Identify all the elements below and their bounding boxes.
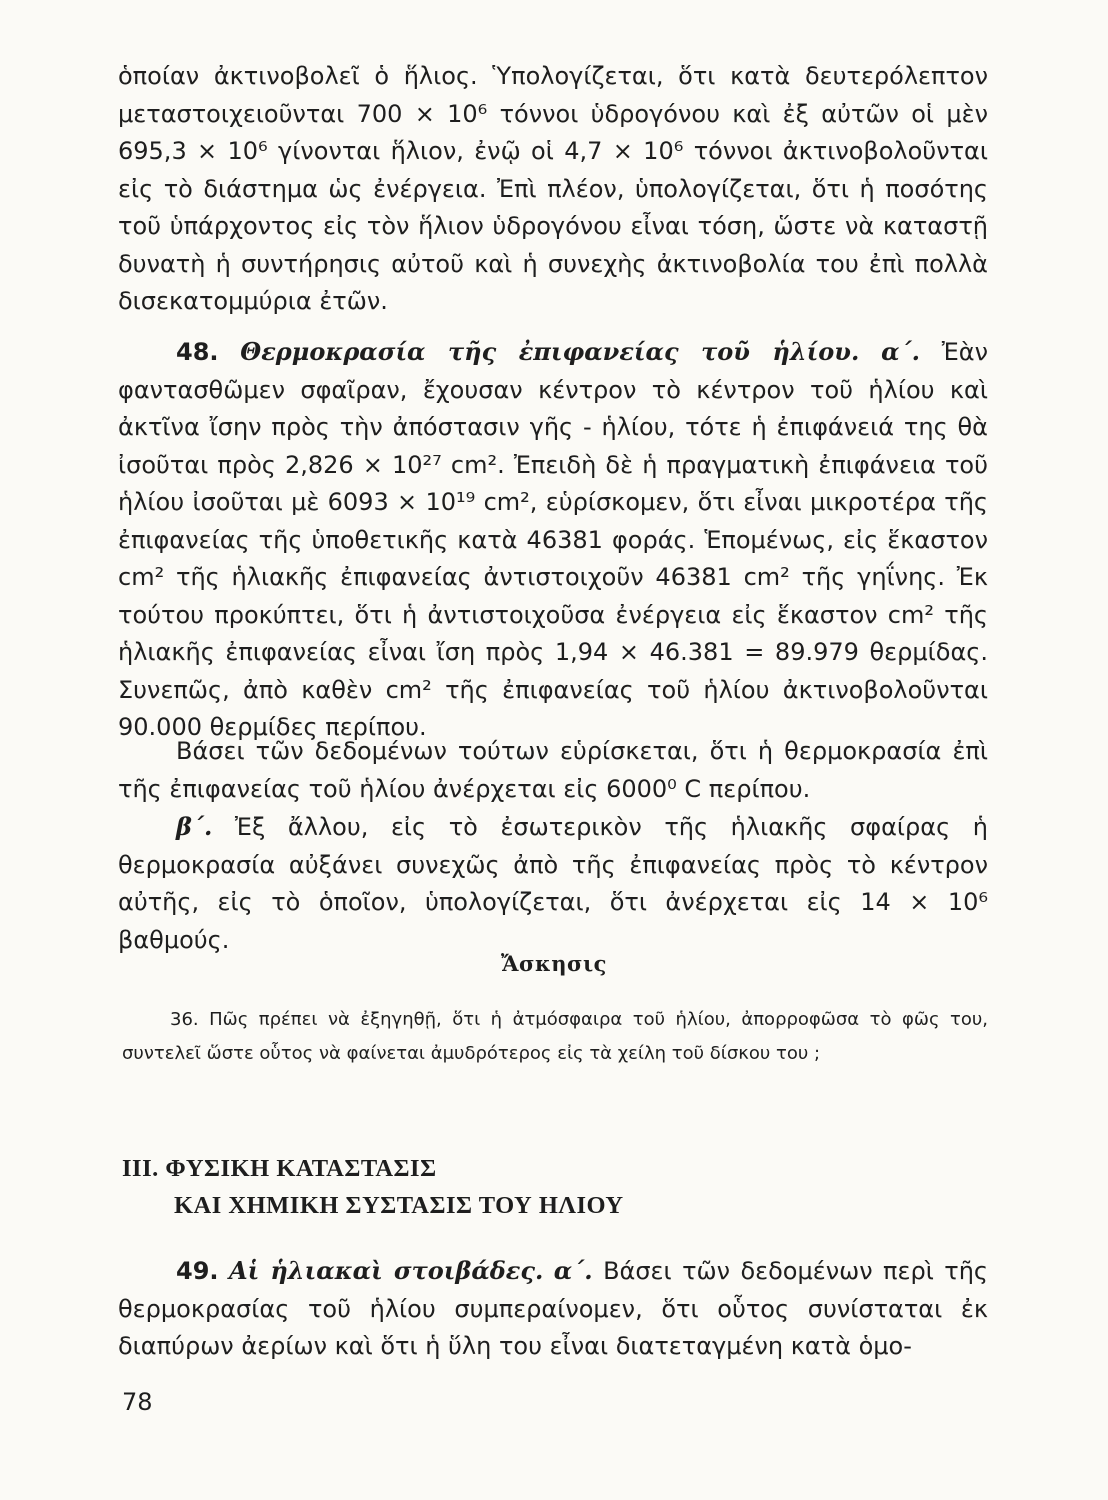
section-49-paragraph-a	[118, 1252, 988, 1366]
section-48-title: Θερμοκρασία τῆς ἐπιφανείας τοῦ ἡλίου.	[240, 337, 860, 366]
paragraph-intro: ὁποίαν ἀκτινοβολεῖ ὁ ἥλιος. Ὑπολογίζεται, ὅτι κατὰ δευτερόλεπτον μεταστοιχειοῦνται 700 × 10⁶ τόννοι ὑδρογόνου καὶ ἐξ αὐτῶν οἱ μὲν 695,3 × 10⁶ γίνονται ἥλιον, ἐνῷ οἱ 4,7 × 10⁶ τόννοι ἀκτινοβολοῦνται εἰς τὸ διάστημα ὡς ἐνέργεια. Ἐπὶ πλέον, ὑπολογίζεται, ὅτι ἡ ποσότης τοῦ ὑπάρχοντος εἰς τὸν ἥλιον ὑδρογόνου εἶναι τόση, ὥστε νὰ καταστῇ δυνατὴ ἡ συντήρησις αὐτοῦ καὶ ἡ συνεχὴς ἀκτινοβολία του ἐπὶ πολλὰ δισεκατομμύρια ἐτῶν.	[118, 62, 988, 315]
section-48-paragraph-b	[118, 808, 988, 959]
exercise-36-text: 36. Πῶς πρέπει νὰ ἐξηγηθῇ, ὅτι ἡ ἀτμόσφαιρα τοῦ ἡλίου, ἀπορροφῶσα τὸ φῶς του, συντελεῖ ὥστε οὗτος νὰ φαίνεται ἀμυδρότερος εἰς τὰ χείλη τοῦ δίσκου του ;	[122, 1009, 988, 1064]
section-48-sub-a: α΄.	[881, 337, 920, 366]
section-48-sub-b: β΄.	[176, 812, 213, 841]
chapter-heading	[122, 1150, 992, 1224]
section-48-number: 48.	[176, 338, 219, 366]
page-number: 78	[122, 1388, 153, 1416]
section-48-paragraph-a	[118, 333, 988, 747]
section-48-paragraph-a2: Βάσει τῶν δεδομένων τούτων εὑρίσκεται, ὅτι ἡ θερμοκρασία ἐπὶ τῆς ἐπιφανείας τοῦ ἡλίου ἀνέρχεται εἰς 6000⁰ C περίπου.	[118, 737, 988, 803]
section-49-title: Αἱ ἡλιακαὶ στοιβάδες.	[228, 1256, 544, 1285]
chapter-heading-line1: ΙΙΙ. ΦΥΣΙΚΗ ΚΑΤΑΣΤΑΣΙΣ	[122, 1155, 437, 1182]
section-48-text-b: Ἐξ ἄλλου, εἰς τὸ ἐσωτερικὸν τῆς ἡλιακῆς σφαίρας ἡ θερμοκρασία αὐξάνει συνεχῶς ἀπὸ τῆς ἐπιφανείας πρὸς τὸ κέντρον αὐτῆς, εἰς τὸ ὁποῖον, ὑπολογίζεται, ὅτι ἀνέρχεται εἰς 14 × 10⁶ βαθμούς.	[118, 813, 988, 954]
section-49-number: 49.	[176, 1257, 219, 1285]
chapter-heading-line2: ΚΑΙ ΧΗΜΙΚΗ ΣΥΣΤΑΣΙΣ ΤΟΥ ΗΛΙΟΥ	[174, 1192, 624, 1219]
exercise-heading: Ἄσκησις	[501, 951, 607, 976]
section-49-text-a: Βάσει τῶν δεδομένων περὶ τῆς θερμοκρασίας τοῦ ἡλίου συμπεραίνομεν, ὅτι οὗτος συνίσταται ἐκ διαπύρων ἀερίων καὶ ὅτι ἡ ὕλη του εἶναι διατεταγμένη κατὰ ὁμο-	[118, 1257, 989, 1360]
section-49-sub-a: α΄.	[553, 1256, 593, 1285]
section-48-text-a: Ἐὰν φαντασθῶμεν σφαῖραν, ἔχουσαν κέντρον τὸ κέντρον τοῦ ἡλίου καὶ ἀκτῖνα ἴσην πρὸς τὴν ἀπόστασιν γῆς - ἡλίου, τότε ἡ ἐπιφάνειά της θὰ ἰσοῦται πρὸς 2,826 × 10²⁷ cm². Ἐπειδὴ δὲ ἡ πραγματικὴ ἐπιφάνεια τοῦ ἡλίου ἰσοῦται μὲ 6093 × 10¹⁹ cm², εὑρίσκομεν, ὅτι εἶναι μικροτέρα τῆς ἐπιφανείας τῆς ὑποθετικῆς κατὰ 46381 φοράς. Ἑπομένως, εἰς ἕκαστον cm² τῆς ἡλιακῆς ἐπιφανείας ἀντιστοιχοῦν 46381 cm² τῆς γηΐνης. Ἐκ τούτου προκύπτει, ὅτι ἡ ἀντιστοιχοῦσα ἐνέργεια εἰς ἕκαστον cm² τῆς ἡλιακῆς ἐπιφανείας εἶναι ἴση πρὸς 1,94 × 46.381 = 89.979 θερμίδας. Συνεπῶς, ἀπὸ καθὲν cm² τῆς ἐπιφανείας τοῦ ἡλίου ἀκτινοβολοῦνται 90.000 θερμίδες περίπου.	[118, 338, 989, 741]
